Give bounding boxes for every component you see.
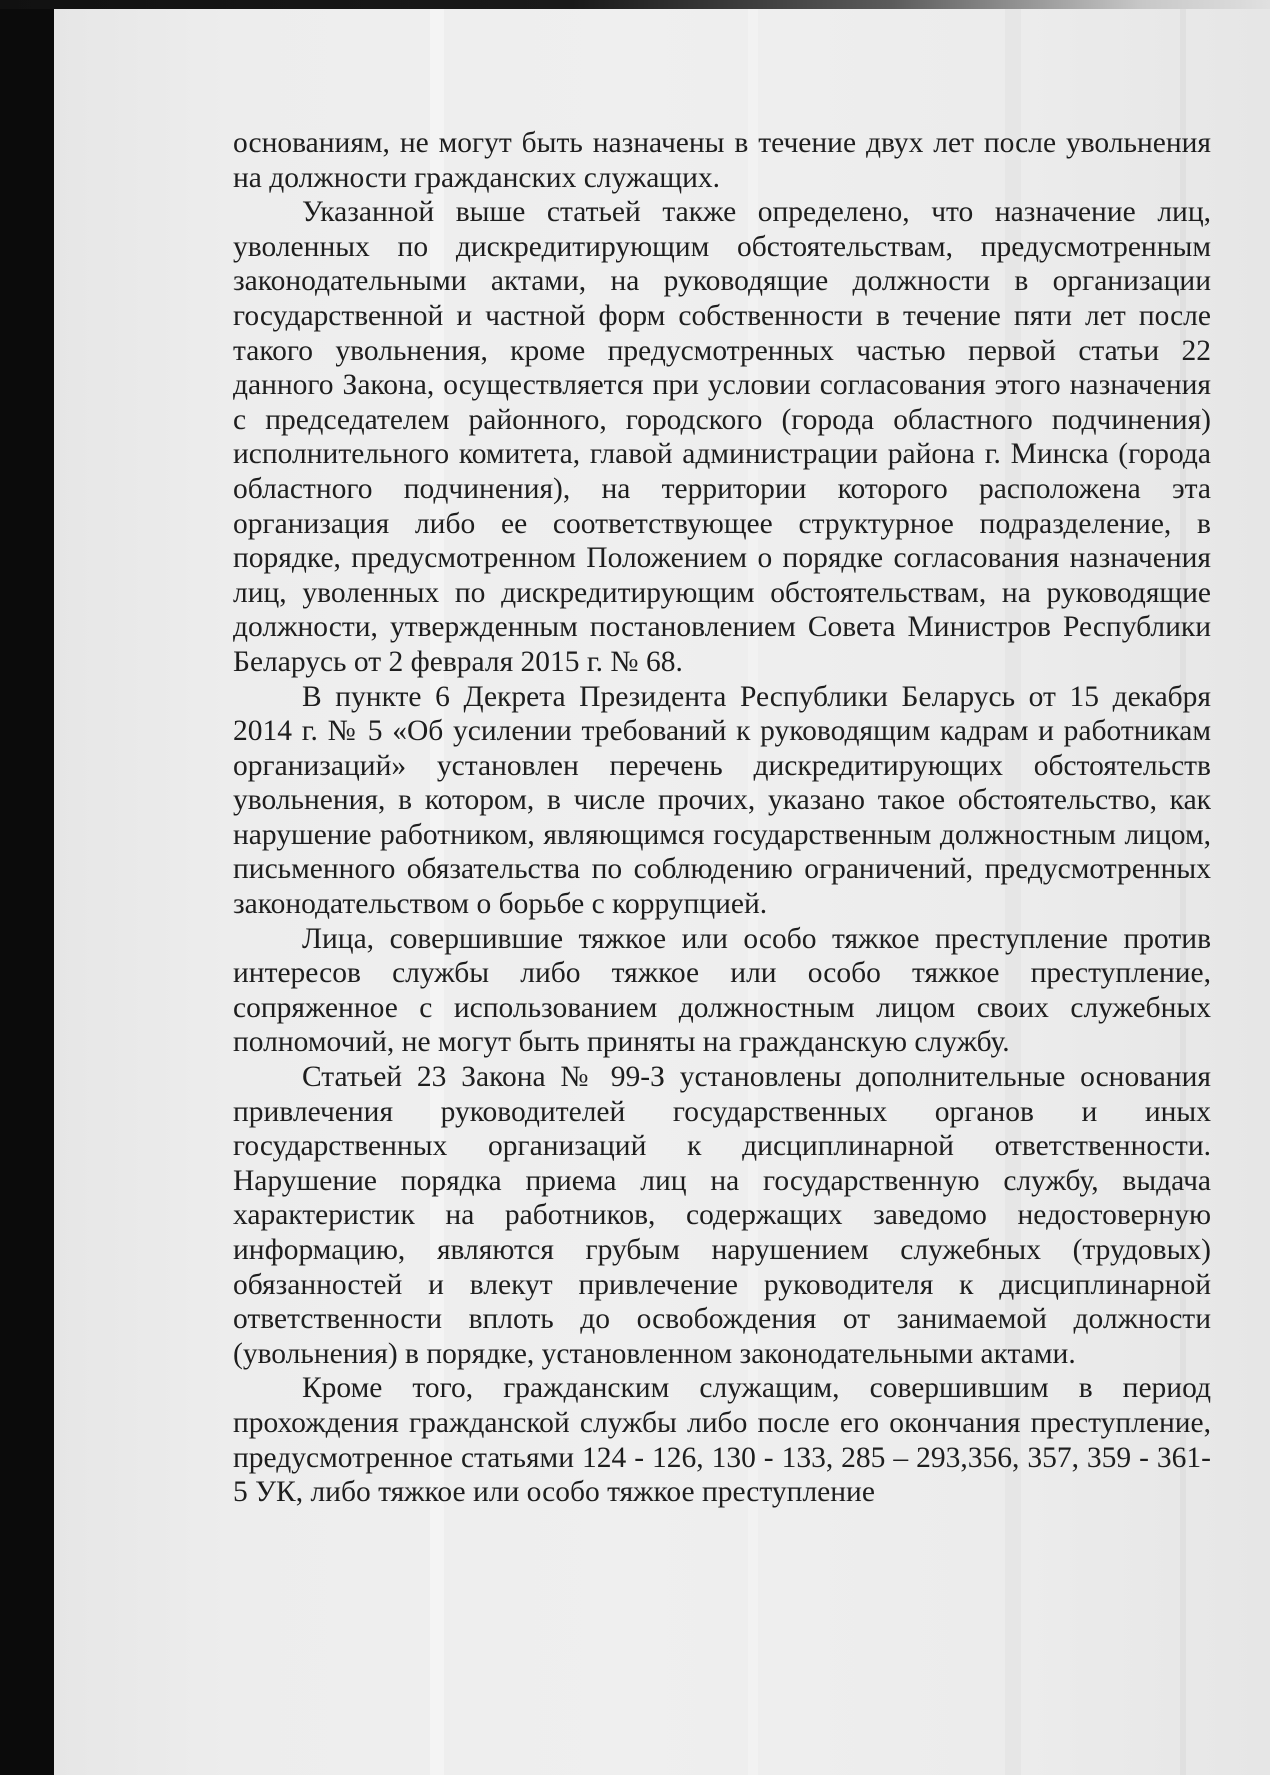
- paragraph-decree-5: В пункте 6 Декрета Президента Республики Беларусь от 15 декабря 2014 г. № 5 «Об усилении требований к руководящим кадрам и работникам организаций» установлен перечень дискредитирующих обстоятельств увольнения, в котором, в числе прочих, указано такое обстоятельство, как нарушение работником, являющимся государственным должностным лицом, письменного обязательства по соблюдению ограничений, предусмотренных законодательством о борьбе с коррупцией.: [233, 680, 1211, 921]
- scan-top-border: [0, 0, 1270, 9]
- paragraph-continued: основаниям, не могут быть назначены в течение двух лет после увольнения на должности гражданских служащих.: [233, 127, 1211, 194]
- paragraph-criminal-articles: Кроме того, гражданским служащим, совершившим в период прохождения гражданской службы либо после его окончания преступление, предусмотренное статьями 124 - 126, 130 - 133, 285 – 293,356, 357, 359 - 361-5 УК, либо тяжкое или особо тяжкое преступление: [233, 1372, 1211, 1509]
- paragraph-grave-crimes: Лица, совершившие тяжкое или особо тяжкое преступление против интересов службы либо тяжкое или особо тяжкое преступление, сопряженное с использованием должностным лицом своих служебных полномочий, не могут быть приняты на гражданскую службу.: [233, 922, 1211, 1059]
- paragraph-article-23: Статьей 23 Закона № 99-З установлены дополнительные основания привлечения руководителей государственных органов и иных государственных организаций к дисциплинарной ответственности. Нарушение порядка приема лиц на государственную службу, выдача характеристик на работников, содержащих заведомо недостоверную информацию, являются грубым нарушением служебных (трудовых) обязанностей и влекут привлечение руководителя к дисциплинарной ответственности вплоть до освобождения от занимаемой должности (увольнения) в порядке, установленном законодательными актами.: [233, 1061, 1211, 1370]
- paragraph-appointment-approval: Указанной выше статьей также определено, что назначение лиц, уволенных по дискредитирующим обстоятельствам, предусмотренным законодательными актами, на руководящие должности в организации государственной и частной форм собственности в течение пяти лет после такого увольнения, кроме предусмотренных частью первой статьи 22 данного Закона, осуществляется при условии согласования этого назначения с председателем районного, городского (города областного подчинения) исполнительного комитета, главой администрации района г. Минска (города областного подчинения), на территории которого расположена эта организация либо ее соответствующее структурное подразделение, в порядке, предусмотренном Положением о порядке согласования назначения лиц, уволенных по дискредитирующим обстоятельствам, на руководящие должности, утвержденным постановлением Совета Министров Республики Беларусь от 2 февраля 2015 г. № 68.: [233, 196, 1211, 678]
- scan-left-border: [0, 0, 54, 1775]
- document-body: [233, 126, 1211, 1510]
